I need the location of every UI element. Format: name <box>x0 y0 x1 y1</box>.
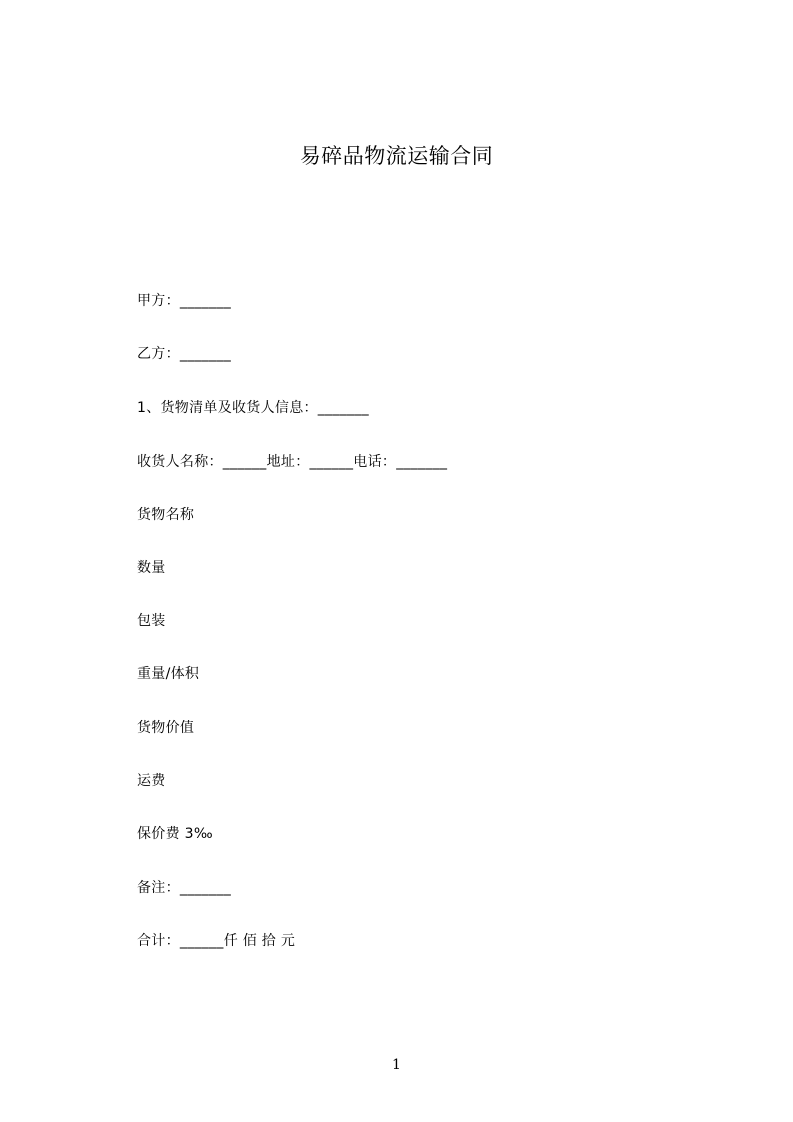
goods-value-label: 货物价值 <box>137 720 195 736</box>
total-line: 合计：______仟 佰 拾 元 <box>137 933 296 949</box>
weight-volume-label: 重量/体积 <box>137 666 200 682</box>
party-b-line: 乙方：_______ <box>137 346 231 362</box>
quantity-label: 数量 <box>137 560 166 576</box>
goods-name-label: 货物名称 <box>137 507 195 523</box>
freight-label: 运费 <box>137 773 166 789</box>
page-number: 1 <box>392 1057 401 1073</box>
insurance-fee-label: 保价费 3‰ <box>137 826 213 842</box>
packaging-label: 包装 <box>137 613 166 629</box>
party-a-line: 甲方：_______ <box>137 293 231 309</box>
consignee-info-line: 收货人名称：______地址：______电话：_______ <box>137 454 448 470</box>
goods-list-heading: 1、货物清单及收货人信息：_______ <box>137 400 369 416</box>
remarks-line: 备注：_______ <box>137 880 231 896</box>
document-title: 易碎品物流运输合同 <box>299 144 494 168</box>
